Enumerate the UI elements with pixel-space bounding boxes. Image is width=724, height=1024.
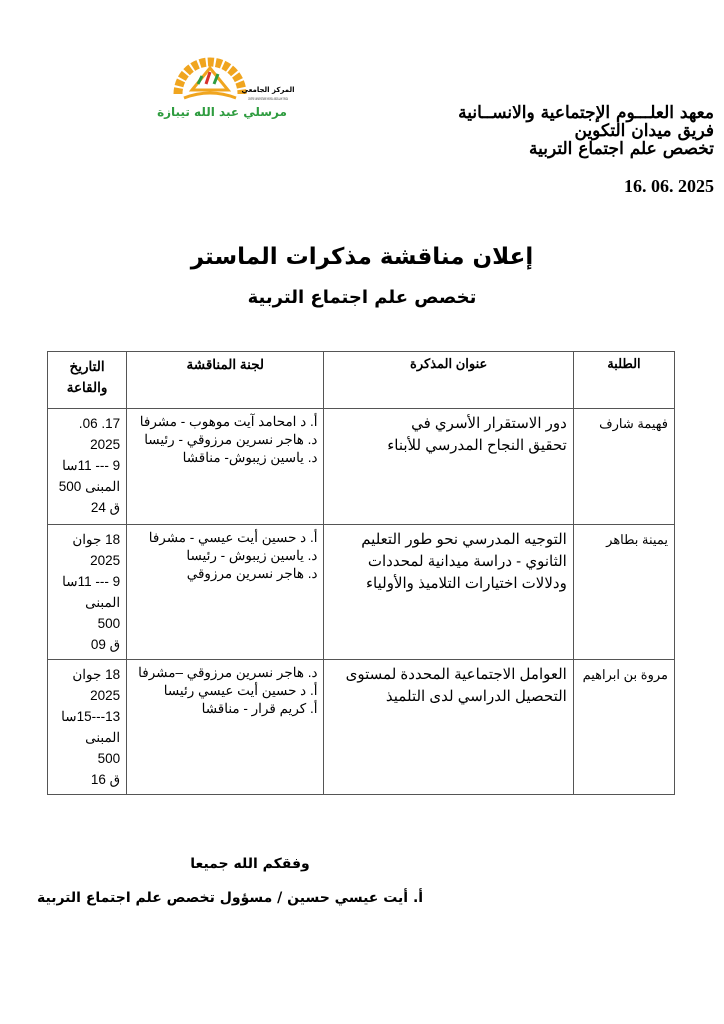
signature-line: أ. أيت عيسي حسين / مسؤول تخصص علم اجتماع التربية bbox=[37, 890, 424, 906]
date-room bbox=[48, 660, 127, 795]
committee-member: أ. د حسين أيت عيسي رئيسا bbox=[163, 683, 318, 698]
date-room-line: ق 16 bbox=[90, 772, 121, 787]
thesis-title bbox=[324, 660, 573, 795]
student-name: فهيمة شارف bbox=[573, 409, 674, 525]
announcement-title: إعلان مناقشة مذكرات الماستر bbox=[190, 244, 534, 270]
committee-member: أ. د حسين أيت عيسي - مشرفا bbox=[148, 530, 318, 545]
logo-signature-ar: مرسلي عبد الله تيبازة bbox=[157, 105, 287, 119]
table-header-row bbox=[48, 352, 675, 409]
date-room-line: 17. 06. bbox=[78, 416, 121, 431]
date-room-line: 18 جوان bbox=[72, 532, 121, 547]
date-room bbox=[48, 525, 127, 660]
institute-name: معهد العلـــوم الإجتماعية والانســانية bbox=[458, 103, 714, 123]
institute-header bbox=[414, 104, 714, 158]
thesis-title bbox=[324, 409, 573, 525]
header-student: الطلبة bbox=[573, 352, 674, 409]
date-room-line: المبنى bbox=[85, 730, 121, 745]
table-row bbox=[48, 525, 675, 660]
thesis-title-line: العوامل الاجتماعية المحددة لمستوى bbox=[345, 666, 567, 683]
document-date: 2025 .06 .16 bbox=[624, 176, 714, 196]
defense-schedule-table bbox=[47, 351, 675, 795]
header-committee: لجنة المناقشة bbox=[127, 352, 324, 409]
thesis-title-line: التوجيه المدرسي نحو طور التعليم bbox=[361, 531, 567, 548]
date-room-line: 2025 bbox=[90, 553, 121, 568]
committee-member: أ. كريم قرار - مناقشا bbox=[201, 701, 318, 716]
date-room-line: 13---15سا bbox=[61, 709, 121, 724]
logo-name-ar: المركز الجامعي bbox=[241, 86, 295, 94]
committee-member: د. ياسين زيبوش - رئيسا bbox=[186, 548, 318, 563]
committee-member: د. هاجر نسرين مرزوقي –مشرفا bbox=[138, 665, 318, 680]
closing-wishes: وفقكم الله جميعا bbox=[190, 856, 310, 872]
date-room bbox=[48, 409, 127, 525]
thesis-title-line: التحصيل الدراسي لدى التلميذ bbox=[385, 688, 567, 705]
announcement-subtitle: تخصص علم اجتماع التربية bbox=[247, 287, 477, 308]
date-room-line: 18 جوان bbox=[72, 667, 121, 682]
committee-member: د. هاجر نسرين مرزوقي bbox=[186, 566, 318, 581]
student-name: يمينة بطاهر bbox=[573, 525, 674, 660]
student-name: مروة بن ابراهيم bbox=[573, 660, 674, 795]
date-room-line: 500 bbox=[97, 616, 121, 631]
thesis-title-line: دور الاستقرار الأسري في bbox=[411, 415, 567, 432]
committee-member: د. ياسين زيبوش- مناقشا bbox=[182, 450, 318, 465]
logo-name-fr: CENTRE UNIVERSITAIRE MORSLI ABDELLAH TIPAZA bbox=[248, 97, 289, 101]
date-room-line: 2025 bbox=[90, 688, 121, 703]
date-room-line: المبنى 500 bbox=[58, 479, 121, 494]
logo-emblem bbox=[178, 62, 242, 98]
date-room-line: 2025 bbox=[90, 437, 121, 452]
thesis-title-line: الثانوي - دراسة ميدانية لمحددات bbox=[367, 553, 567, 570]
date-room-line: 9 --- 11سا bbox=[62, 574, 121, 589]
header-date-line: التاريخ bbox=[69, 359, 105, 374]
date-room-line: ق 09 bbox=[90, 637, 121, 652]
header-thesis-title: عنوان المذكرة bbox=[324, 352, 573, 409]
university-logo bbox=[157, 40, 295, 120]
date-room-line: المبنى bbox=[85, 595, 121, 610]
date-room-line: 500 bbox=[97, 751, 121, 766]
header-date-room bbox=[48, 352, 127, 409]
thesis-title bbox=[324, 525, 573, 660]
specialty-name: تخصص علم اجتماع التربية bbox=[528, 139, 714, 159]
committee-members bbox=[127, 525, 324, 660]
thesis-title-line: ودلالات اختيارات التلاميذ والأولياء bbox=[366, 575, 567, 592]
date-room-line: 9 --- 11سا bbox=[62, 458, 121, 473]
table-row bbox=[48, 409, 675, 525]
committee-members bbox=[127, 660, 324, 795]
date-room-line: ق 24 bbox=[90, 500, 121, 515]
training-team: فريق ميدان التكوين bbox=[574, 121, 714, 141]
table-row bbox=[48, 660, 675, 795]
thesis-title-line: تحقيق النجاح المدرسي للأبناء bbox=[387, 437, 567, 454]
committee-member: د. هاجر نسرين مرزوقي - رئيسا bbox=[144, 432, 318, 447]
header-room-line: والقاعة bbox=[66, 380, 108, 395]
committee-members bbox=[127, 409, 324, 525]
committee-member: أ. د امحامد آيت موهوب - مشرفا bbox=[139, 414, 318, 429]
